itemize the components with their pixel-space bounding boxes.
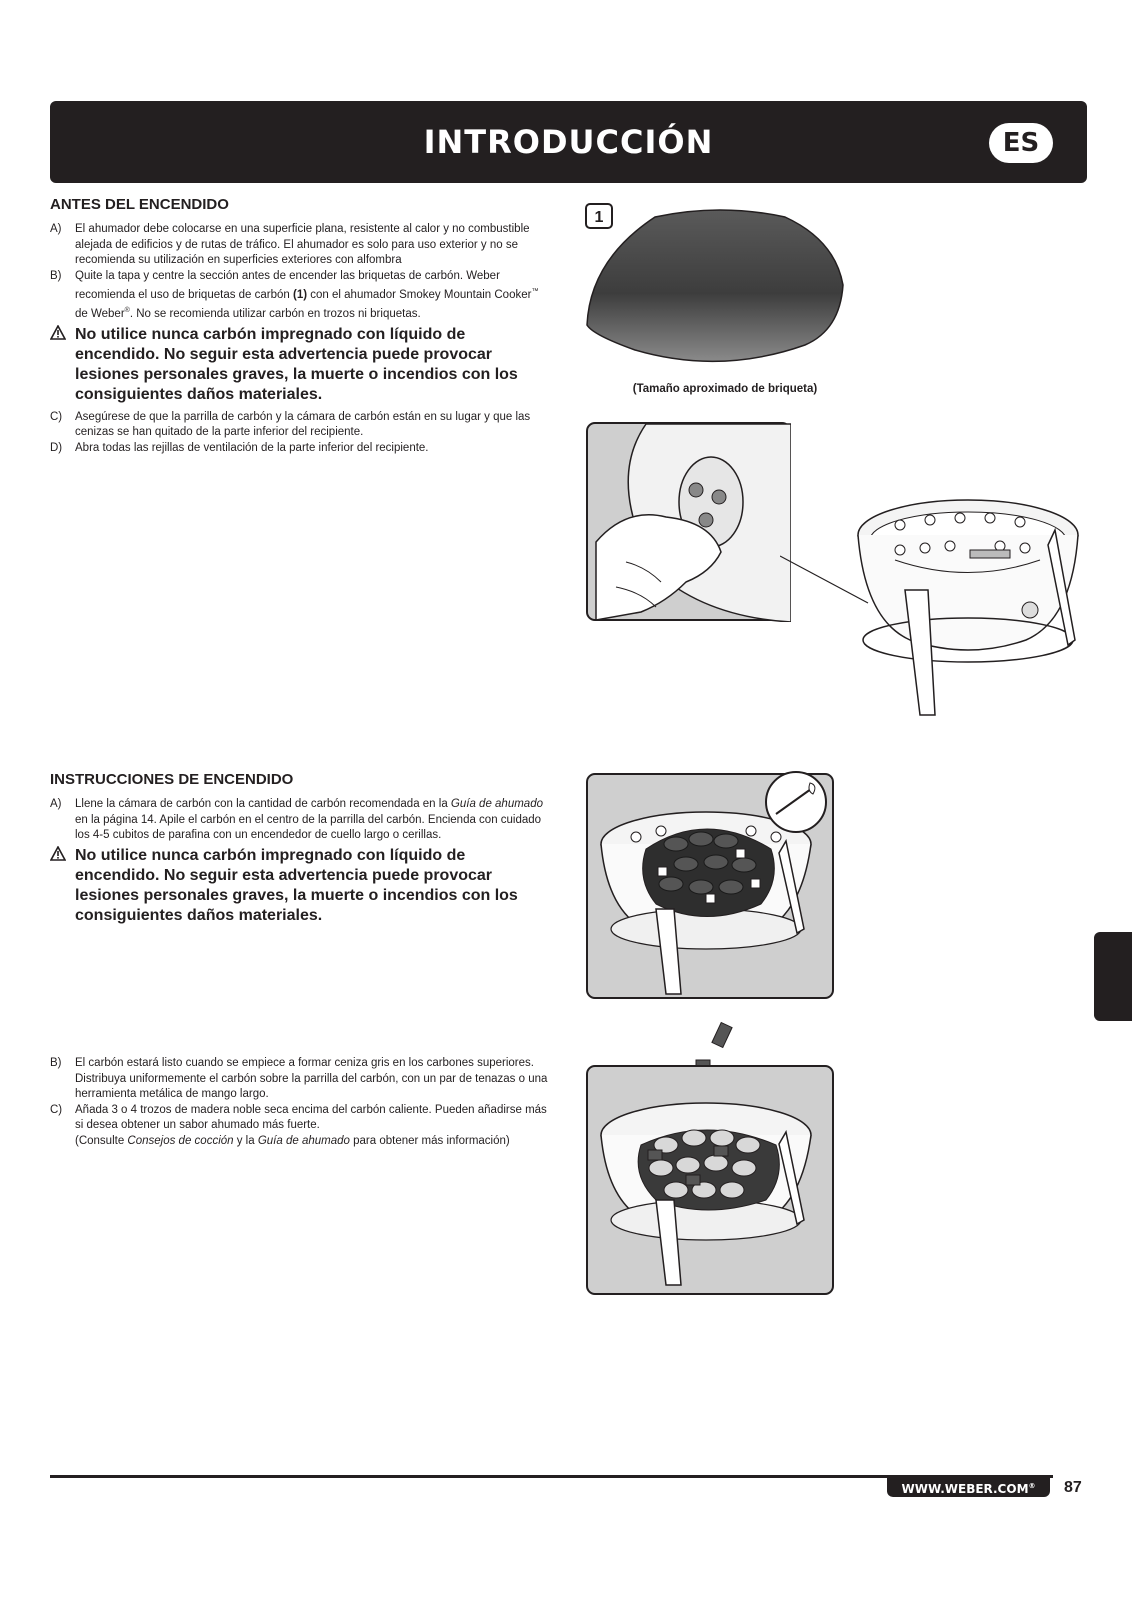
list-item [50, 410, 550, 441]
item-label: B) [50, 269, 62, 282]
list-item [50, 441, 550, 457]
wood-chunks-illustration [586, 1020, 836, 1302]
item-text-part: Llene la cámara de carbón con la cantidad de carbón recomendada en la [75, 798, 451, 810]
section-title-before-lighting: ANTES DEL ENCENDIDO [50, 196, 229, 213]
before-lighting-text [50, 222, 550, 456]
footer-website[interactable] [887, 1475, 1050, 1497]
item-label: C) [50, 1103, 63, 1116]
section-side-tab [1094, 932, 1132, 1021]
item-text-part: y la [233, 1134, 258, 1147]
item-text-part: Quite la tapa y centre la sección antes de encender las briquetas de carbón. Weber recomienda el uso de briquetas de carbón [75, 269, 500, 301]
briquette-illustration [585, 205, 855, 380]
warning-icon [50, 846, 75, 926]
item-text-part: de Weber [75, 308, 125, 321]
list-item [50, 797, 550, 844]
registered-symbol: ® [1028, 1482, 1036, 1490]
lighting-text [50, 797, 550, 931]
item-text: El ahumador debe colocarse en una superficie plana, resistente al calor y no combustible alejada de edificios y de rutas de tráfico. El ahumador es solo para uso exterior y no se recomienda su utilización en superficies exteriores con alfombra [75, 223, 530, 266]
warning-block [50, 846, 550, 926]
item-text [75, 269, 550, 323]
item-label: D) [50, 441, 63, 454]
lighting-coals-illustration [586, 769, 836, 1006]
item-text [75, 797, 550, 844]
item-label: C) [50, 410, 63, 423]
item-text [75, 1103, 550, 1150]
item-text: Asegúrese de que la parrilla de carbón y la cámara de carbón están en su lugar y que las cenizas se han quitado de la parte inferior del recipiente. [75, 410, 531, 439]
warning-icon [50, 325, 75, 405]
figure-caption: (Tamaño aproximado de briqueta) [632, 383, 818, 395]
item-text-emphasis: Guía de ahumado [257, 1134, 350, 1147]
list-item [50, 222, 550, 269]
warning-block [50, 325, 550, 405]
section-title-lighting-instructions: INSTRUCCIONES DE ENCENDIDO [50, 771, 294, 788]
warning-text: No utilice nunca carbón impregnado con líquido de encendido. No seguir esta advertencia puede provocar lesiones personales graves, la muerte o incendios con los consiguientes daños materiales. [75, 846, 518, 924]
list-item [50, 1103, 550, 1150]
figure-number: 1 [594, 209, 604, 226]
item-label: B) [50, 1057, 62, 1069]
page-title: INTRODUCCIÓN [423, 123, 714, 161]
lighting-text-continued [50, 1056, 550, 1149]
item-text-part: en la página 14. Apile el carbón en el centro de la parrilla del carbón. Encienda con cuidado los 4-5 cubitos de parafina con un encendedor de cuello largo o cerillas. [75, 813, 542, 841]
trademark-symbol: ™ [531, 288, 539, 295]
list-item [50, 269, 550, 323]
page-header [50, 101, 1087, 183]
item-text-part: para obtener más información) [349, 1134, 510, 1147]
item-text: El carbón estará listo cuando se empiece a formar ceniza gris en los carbones superiores. Distribuya uniformemente el carbón sobre la parrilla del carbón, con un par de tenazas o una herramienta metálica de mango largo. [75, 1057, 548, 1100]
item-text-part: . No se recomienda utilizar carbón en trozos ni briquetas. [129, 308, 421, 321]
list-item [50, 1056, 550, 1103]
item-label: A) [50, 798, 62, 810]
registered-symbol: ® [124, 307, 130, 315]
item-label: A) [50, 223, 62, 235]
warning-text: No utilice nunca carbón impregnado con líquido de encendido. No seguir esta advertencia puede provocar lesiones personales graves, la muerte o incendios con los consiguientes daños materiales. [75, 325, 518, 403]
item-text-emphasis: Guía de ahumado [450, 798, 543, 810]
page-number: 87 [1064, 1479, 1082, 1496]
item-text-emphasis: Consejos de cocción [127, 1134, 234, 1147]
item-text: Abra todas las rejillas de ventilación de la parte inferior del recipiente. [75, 441, 429, 454]
smoker-bowl-illustration [850, 490, 1100, 735]
language-badge: ES [989, 123, 1053, 163]
figure-reference: (1) [293, 288, 308, 301]
item-text-part: (Consulte [75, 1134, 128, 1147]
vent-detail-illustration [586, 422, 791, 627]
item-text-part: Añada 3 o 4 trozos de madera noble seca encima del carbón caliente. Pueden añadirse más si desea obtener un sabor ahumado más fuerte. [75, 1103, 547, 1131]
item-text-part: con el ahumador Smokey Mountain Cooker [307, 288, 532, 301]
footer-website-text: WWW.WEBER.COM [901, 1482, 1029, 1496]
